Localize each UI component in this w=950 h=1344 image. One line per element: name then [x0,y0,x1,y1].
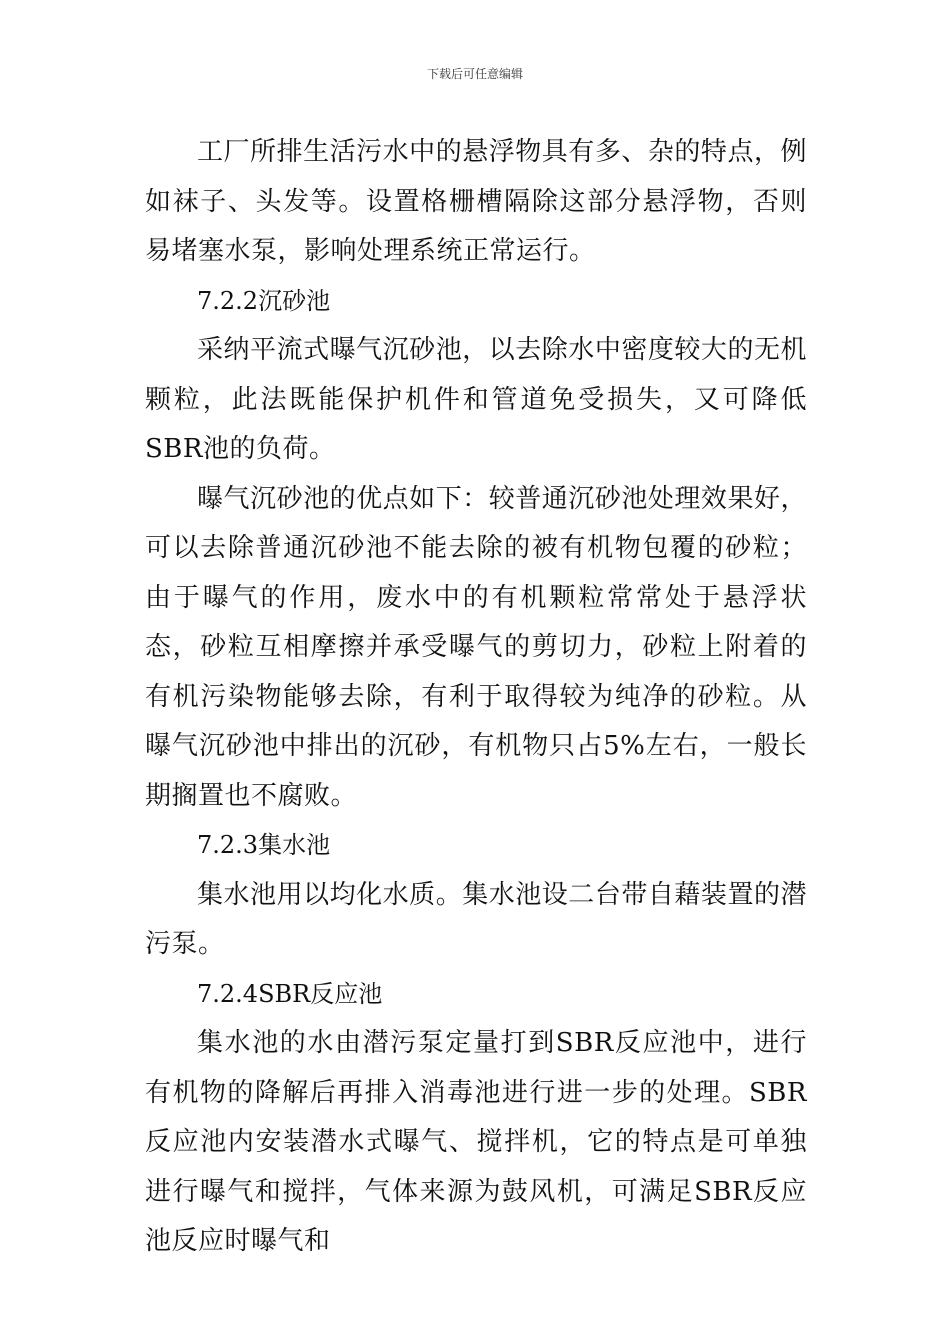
paragraph-sbr-reactor: 集水池的水由潜污泵定量打到SBR反应池中，进行有机物的降解后再排入消毒池进行进一步的处理。SBR反应池内安装潜水式曝气、搅拌机，它的特点是可单独进行曝气和搅拌，气体来源为鼓风机，可满足SBR反应池反应时曝气和 [145,1028,807,1256]
section-heading-collection-tank: 7.2.3集水池 [197,831,331,859]
paragraph-collection-tank: 集水池用以均化水质。集水池设二台带自藉装置的潜污泵。 [145,879,807,959]
document-body [145,128,807,1267]
paragraph-aerated-grit-advantages: 曝气沉砂池的优点如下：较普通沉砂池处理效果好，可以去除普通沉砂池不能去除的被有机物包覆的砂粒；由于曝气的作用，废水中的有机颗粒常常处于悬浮状态，砂粒互相摩擦并承受曝气的剪切力，砂粒上附着的有机污染物能够去除，有利于取得较为纯净的砂粒。从曝气沉砂池中排出的沉砂，有机物只占5%左右，一般长期搁置也不腐败。 [145,483,807,811]
page-header: 下载后可任意编辑 [426,67,523,81]
section-heading-grit-chamber: 7.2.2沉砂池 [197,286,331,315]
paragraph-grit-chamber: 采纳平流式曝气沉砂池，以去除水中密度较大的无机颗粒，此法既能保护机件和管道免受损失，又可降低SBR池的负荷。 [145,335,807,464]
section-heading-sbr-reactor: 7.2.4SBR反应池 [197,979,383,1008]
paragraph-screen: 工厂所排生活污水中的悬浮物具有多、杂的特点，例如袜子、头发等。设置格栅槽隔除这部分悬浮物，否则易堵塞水泵，影响处理系统正常运行。 [145,137,807,266]
